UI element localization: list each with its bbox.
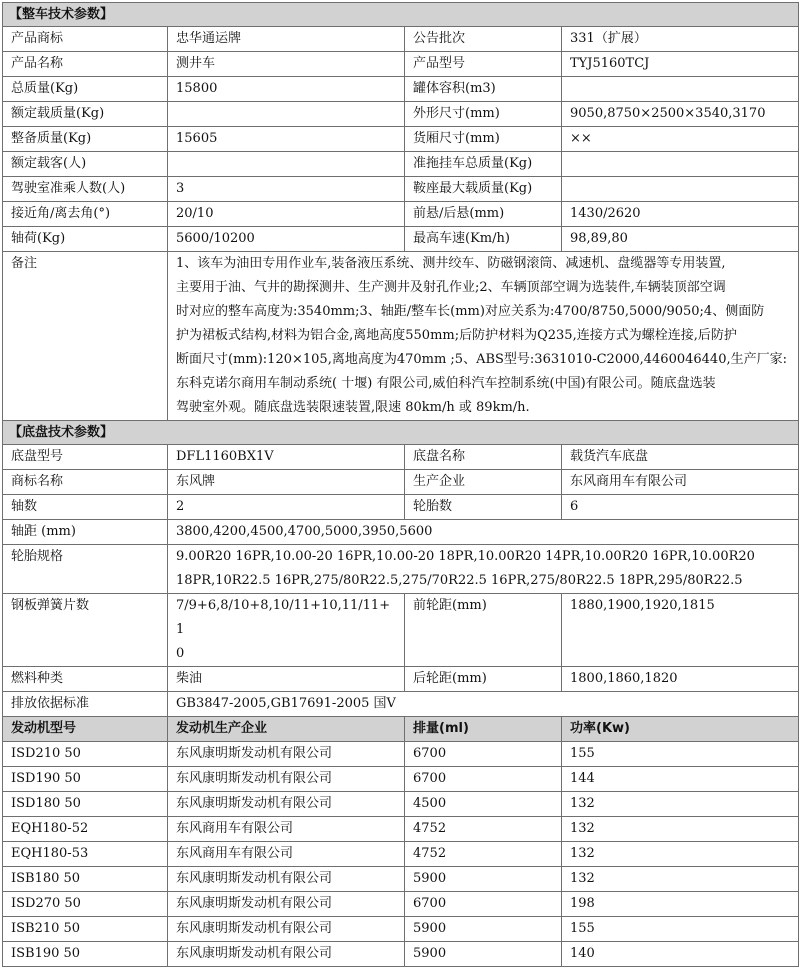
engine-model: ISD270 50 (3, 892, 168, 917)
tire-spec-value (168, 545, 799, 594)
text-line: 18PR,10R22.5 16PR,275/80R22.5,275/70R22.5 16PR,275/80R22.5 18PR,295/80R22.5 (176, 573, 743, 588)
engine-row (3, 842, 799, 867)
vehicle-section-header (3, 3, 799, 27)
param-label: 轮胎数 (405, 495, 562, 520)
vehicle-section-title: 【整车技术参数】 (3, 3, 799, 27)
param-value (168, 152, 405, 177)
engine-model: ISB190 50 (3, 942, 168, 967)
param-value: DFL1160BX1V (168, 445, 405, 470)
param-value: 5600/10200 (168, 227, 405, 252)
vehicle-row (3, 152, 799, 177)
engine-power: 144 (562, 767, 799, 792)
engine-maker: 东风康明斯发动机有限公司 (168, 917, 405, 942)
param-label: 鞍座最大载质量(Kg) (405, 177, 562, 202)
param-value: 载货汽车底盘 (562, 445, 799, 470)
param-label: 外形尺寸(mm) (405, 102, 562, 127)
engine-row (3, 742, 799, 767)
spec-body (3, 3, 799, 967)
param-value: ×× (562, 127, 799, 152)
param-label: 准拖挂车总质量(Kg) (405, 152, 562, 177)
column-header: 功率(Kw) (562, 717, 799, 742)
param-value: 测井车 (168, 52, 405, 77)
engine-power: 132 (562, 817, 799, 842)
engine-row (3, 942, 799, 967)
engine-displacement: 5900 (405, 867, 562, 892)
param-value: 15605 (168, 127, 405, 152)
param-label: 额定载质量(Kg) (3, 102, 168, 127)
spring-row (3, 594, 799, 667)
engine-header-row (3, 717, 799, 742)
text-line: 断面尺寸(mm):120×105,离地高度为470mm ;5、ABS型号:3631010-C2000,4460046440,生产厂家: (176, 352, 787, 367)
engine-maker: 东风康明斯发动机有限公司 (168, 742, 405, 767)
engine-row (3, 867, 799, 892)
vehicle-row (3, 77, 799, 102)
param-label: 生产企业 (405, 470, 562, 495)
param-value (562, 177, 799, 202)
param-value (562, 77, 799, 102)
param-label: 轴数 (3, 495, 168, 520)
param-value: 98,89,80 (562, 227, 799, 252)
engine-displacement: 4500 (405, 792, 562, 817)
chassis-section-header (3, 421, 799, 445)
engine-model: ISD210 50 (3, 742, 168, 767)
text-line: 东科克诺尔商用车制动系统( 十堰) 有限公司,威伯科汽车控制系统(中国)有限公司。随底盘选装 (176, 376, 716, 391)
engine-row (3, 917, 799, 942)
param-label: 额定载客(人) (3, 152, 168, 177)
engine-row (3, 892, 799, 917)
vehicle-row (3, 102, 799, 127)
emission-value: GB3847-2005,GB17691-2005 国Ⅴ (168, 692, 799, 717)
param-label: 排放依据标准 (3, 692, 168, 717)
column-header: 发动机型号 (3, 717, 168, 742)
engine-displacement: 4752 (405, 817, 562, 842)
engine-model: ISB180 50 (3, 867, 168, 892)
spring-value (168, 594, 405, 667)
column-header: 发动机生产企业 (168, 717, 405, 742)
engine-row (3, 817, 799, 842)
param-value: 2 (168, 495, 405, 520)
param-value: 1880,1900,1920,1815 (562, 594, 799, 667)
param-value: 1800,1860,1820 (562, 667, 799, 692)
chassis-section-title: 【底盘技术参数】 (3, 421, 799, 445)
engine-displacement: 5900 (405, 942, 562, 967)
vehicle-row (3, 27, 799, 52)
param-label: 前悬/后悬(mm) (405, 202, 562, 227)
engine-row (3, 767, 799, 792)
param-value (168, 102, 405, 127)
emission-row (3, 692, 799, 717)
engine-maker: 东风康明斯发动机有限公司 (168, 892, 405, 917)
vehicle-row (3, 227, 799, 252)
param-label: 罐体容积(m3) (405, 77, 562, 102)
param-label: 总质量(Kg) (3, 77, 168, 102)
engine-displacement: 5900 (405, 917, 562, 942)
engine-power: 155 (562, 917, 799, 942)
param-label: 前轮距(mm) (405, 594, 562, 667)
fuel-row (3, 667, 799, 692)
text-line: 护为裙板式结构,材料为铝合金,离地高度550mm;后防护材料为Q235,连接方式为螺栓连接,后防护 (176, 328, 737, 343)
param-label: 燃料种类 (3, 667, 168, 692)
param-label: 产品型号 (405, 52, 562, 77)
chassis-row (3, 445, 799, 470)
engine-displacement: 6700 (405, 892, 562, 917)
engine-displacement: 6700 (405, 742, 562, 767)
param-label: 后轮距(mm) (405, 667, 562, 692)
param-label: 商标名称 (3, 470, 168, 495)
engine-displacement: 6700 (405, 767, 562, 792)
vehicle-row (3, 52, 799, 77)
vehicle-row (3, 177, 799, 202)
param-value: 6 (562, 495, 799, 520)
spec-table (2, 2, 799, 967)
engine-displacement: 4752 (405, 842, 562, 867)
param-value: 1430/2620 (562, 202, 799, 227)
engine-model: ISB210 50 (3, 917, 168, 942)
text-line: 0 (176, 646, 185, 661)
param-label: 最高车速(Km/h) (405, 227, 562, 252)
engine-maker: 东风商用车有限公司 (168, 817, 405, 842)
param-value: 3 (168, 177, 405, 202)
engine-model: ISD180 50 (3, 792, 168, 817)
text-line: 主要用于油、气井的勘探测井、生产测井及射孔作业;2、车辆顶部空调为选装件,车辆装顶部空调 (176, 280, 726, 295)
engine-model: ISD190 50 (3, 767, 168, 792)
param-label: 轴距 (mm) (3, 520, 168, 545)
tire-row (3, 545, 799, 594)
param-label: 轮胎规格 (3, 545, 168, 594)
engine-maker: 东风商用车有限公司 (168, 842, 405, 867)
param-label: 货厢尺寸(mm) (405, 127, 562, 152)
wheelbase-value: 3800,4200,4500,4700,5000,3950,5600 (168, 520, 799, 545)
engine-maker: 东风康明斯发动机有限公司 (168, 942, 405, 967)
engine-maker: 东风康明斯发动机有限公司 (168, 867, 405, 892)
param-label: 底盘名称 (405, 445, 562, 470)
param-value: 15800 (168, 77, 405, 102)
column-header: 排量(ml) (405, 717, 562, 742)
engine-row (3, 792, 799, 817)
param-value: 20/10 (168, 202, 405, 227)
param-label: 公告批次 (405, 27, 562, 52)
param-value: TYJ5160TCJ (562, 52, 799, 77)
text-line: 驾驶室外观。随底盘选装限速装置,限速 80km/h 或 89km/h. (176, 400, 530, 415)
param-value: 东风商用车有限公司 (562, 470, 799, 495)
vehicle-row (3, 127, 799, 152)
wheelbase-row (3, 520, 799, 545)
param-label: 驾驶室准乘人数(人) (3, 177, 168, 202)
engine-power: 155 (562, 742, 799, 767)
param-label: 产品名称 (3, 52, 168, 77)
param-value: 9050,8750×2500×3540,3170 (562, 102, 799, 127)
param-value (562, 152, 799, 177)
text-line: 7/9+6,8/10+8,10/11+10,11/11+1 (176, 598, 391, 637)
engine-power: 132 (562, 842, 799, 867)
engine-power: 132 (562, 867, 799, 892)
engine-model: EQH180-53 (3, 842, 168, 867)
text-line: 时对应的整车高度为:3540mm;3、轴距/整车长(mm)对应关系为:4700/8750,5000/9050;4、侧面防 (176, 304, 765, 319)
chassis-row (3, 470, 799, 495)
param-label: 底盘型号 (3, 445, 168, 470)
remark-text (168, 252, 799, 421)
remark-label: 备注 (3, 252, 168, 421)
param-label: 钢板弹簧片数 (3, 594, 168, 667)
text-line: 9.00R20 16PR,10.00-20 16PR,10.00-20 18PR,10.00R20 14PR,10.00R20 16PR,10.00R20 (176, 549, 755, 564)
text-line: 1、该车为油田专用作业车,装备液压系统、测井绞车、防磁钢滚筒、减速机、盘缆器等专用装置, (176, 256, 726, 271)
param-label: 接近角/离去角(°) (3, 202, 168, 227)
vehicle-row (3, 202, 799, 227)
engine-maker: 东风康明斯发动机有限公司 (168, 792, 405, 817)
chassis-row (3, 495, 799, 520)
param-label: 产品商标 (3, 27, 168, 52)
param-value: 331（扩展） (562, 27, 799, 52)
engine-power: 140 (562, 942, 799, 967)
param-value: 忠华通运牌 (168, 27, 405, 52)
param-label: 整备质量(Kg) (3, 127, 168, 152)
param-value: 柴油 (168, 667, 405, 692)
param-label: 轴荷(Kg) (3, 227, 168, 252)
engine-power: 198 (562, 892, 799, 917)
param-value: 东风牌 (168, 470, 405, 495)
engine-maker: 东风康明斯发动机有限公司 (168, 767, 405, 792)
engine-model: EQH180-52 (3, 817, 168, 842)
remark-row (3, 252, 799, 421)
engine-power: 132 (562, 792, 799, 817)
